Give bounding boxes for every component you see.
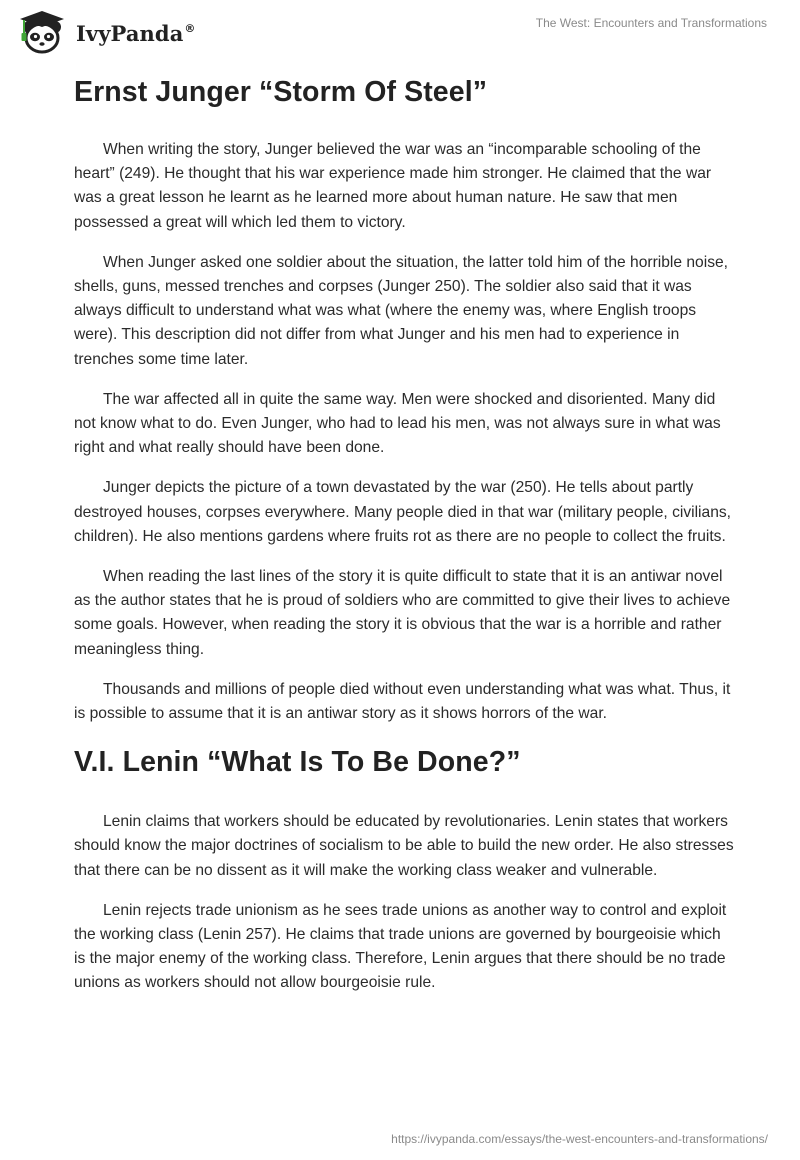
essay-content [74,72,734,1012]
section-heading: V.I. Lenin “What Is To Be Done?” [74,746,521,779]
paragraph: When reading the last lines of the story it is quite difficult to state that it is an antiwar novel as the author states that he is proud of soldiers who are committed to give their lives to achieve some goals. However, when reading the story it is obvious that the war is a horrible and rather meaningless thing. [74,568,731,658]
paragraph: Lenin claims that workers should be educated by revolutionaries. Lenin states that workers should know the major doctrines of socialism to be able to build the new order. He also stresses that there can be no dissent as it will make the working class weaker and vulnerable. [74,813,734,879]
source-url-link[interactable]: https://ivypanda.com/essays/the-west-encounters-and-transformations/ [391,1132,768,1146]
brand-name: IvyPanda® [76,20,196,46]
paragraph: Lenin rejects trade unionism as he sees trade unions as another way to control and exploit the working class (Lenin 257). He claims that trade unions are governed by bourgeoisie which is the major enemy of the working class. Therefore, Lenin argues that there should be no trade unions as workers should not allow bourgeoisie rule. [74,901,727,992]
page-header [0,0,800,64]
paragraph: Thousands and millions of people died without even understanding what was what. Thus, it is possible to assume that it is an antiwar story as it shows horrors of the war. [74,680,731,723]
brand-logo[interactable] [14,8,196,56]
paragraph: The war affected all in quite the same way. Men were shocked and disoriented. Many did not know what to do. Even Junger, who had to lead his men, was not always sure in what was right and what really should have been done. [74,390,721,457]
section-storm-of-steel [74,72,734,726]
paragraph: When writing the story, Junger believed the war was an “incomparable schooling of the heart” (249). He thought that his war experience made him stronger. He claimed that the war was a great lesson he learnt as he learned more about human nature. He saw that men possessed a great will which led them to victory. [74,141,712,231]
registered-mark: ® [184,21,196,35]
section-what-is-to-be-done [74,742,734,995]
panda-graduation-cap-icon [14,8,70,56]
document-title: The West: Encounters and Transformations [535,16,767,30]
paragraph: Junger depicts the picture of a town devastated by the war (250). He tells about partly destroyed houses, corpses everywhere. Many people died in that war (military people, civilians, children). He also mentions gardens where fruits rot as there are no people to collect the fruits. [74,479,731,545]
section-heading: Ernst Junger “Storm Of Steel” [74,76,488,108]
paragraph: When Junger asked one soldier about the situation, the latter told him of the horrible noise, shells, guns, messed trenches and corpses (Junger 250). The soldier also said that it was always difficult to understand what was what (where the enemy was, where English troops were). This description did not differ from what Junger and his men had to experience in trenches some time later. [74,253,728,368]
